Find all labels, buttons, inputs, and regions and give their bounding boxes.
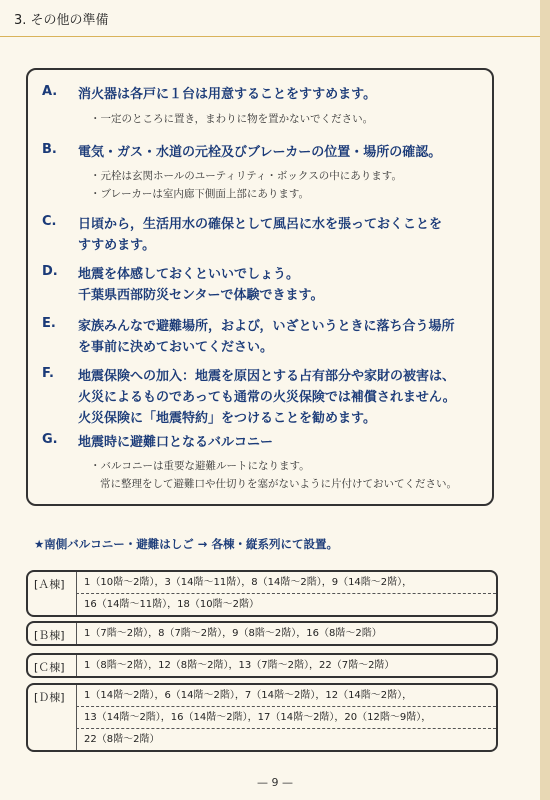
list-item-g	[42, 432, 484, 493]
list-item-c	[42, 214, 484, 256]
table-row: 13（14階〜2階），16（14階〜2階），17（14階〜2階），20（12階〜9階），	[76, 706, 496, 728]
page-number: — 9 —	[257, 776, 293, 789]
building-b-box	[26, 621, 498, 646]
list-item-f	[42, 366, 484, 429]
item-heading: すすめます。	[78, 238, 156, 253]
list-item-b	[42, 142, 484, 203]
table-row: 16（14階〜11階），18（10階〜2階）	[76, 593, 496, 615]
item-note: ・ブレーカーは室内廊下側面上部にあります。	[90, 188, 310, 200]
building-a-box	[26, 570, 498, 617]
building-label	[28, 685, 77, 750]
building-label-text: [Ａ棟]	[34, 578, 65, 591]
edge-bar	[540, 0, 550, 800]
item-heading: 地震時に避難口となるバルコニー	[78, 435, 274, 450]
item-letter: D.	[42, 264, 58, 279]
table-row: 1（14階〜2階），6（14階〜2階），7（14階〜2階），12（14階〜2階），	[84, 690, 413, 701]
item-note: ・バルコニーは重要な避難ルートになります。	[90, 460, 310, 472]
list-item-e	[42, 316, 484, 358]
item-heading: 地震保険への加入：地震を原因とする占有部分や家財の被害は、	[78, 369, 456, 384]
item-heading: 日頃から，生活用水の確保として風呂に水を張っておくことを	[78, 217, 443, 232]
item-letter: C.	[42, 214, 57, 229]
item-note: 常に整理をして避難口や仕切りを塞がないように片付けておいてください。	[100, 478, 457, 490]
item-heading: 地震を体感しておくといいでしょう。	[78, 267, 300, 282]
item-heading: 火災によるものであっても通常の火災保険では補償されません。	[78, 390, 456, 405]
item-heading: を事前に決めておいてください。	[78, 340, 274, 355]
item-heading: 消火器は各戸に１台は用意することをすすめます。	[78, 87, 377, 102]
table-row: 1（10階〜2階），3（14階〜11階），8（14階〜2階），9（14階〜2階），	[84, 577, 413, 588]
building-label	[28, 655, 77, 676]
item-letter: B.	[42, 142, 57, 157]
building-label-text: [Ｄ棟]	[34, 691, 65, 704]
item-note: ・一定のところに置き，まわりに物を置かないでください。	[90, 113, 374, 125]
preparation-list-box	[26, 68, 494, 506]
list-item-a	[42, 84, 484, 128]
item-letter: A.	[42, 84, 58, 99]
building-label	[28, 572, 77, 615]
building-d-box	[26, 683, 498, 752]
page-header	[0, 0, 550, 37]
section-caption: ★南側バルコニー・避難はしご → 各棟・縦系列にて設置。	[34, 537, 338, 551]
building-c-box	[26, 653, 498, 678]
item-heading: 家族みんなで避難場所，および，いざというときに落ち合う場所	[78, 319, 455, 334]
table-row: 1（8階〜2階），12（8階〜2階），13（7階〜2階），22（7階〜2階）	[84, 660, 395, 671]
building-label-text: [Ｂ棟]	[34, 629, 65, 642]
building-label	[28, 623, 77, 644]
item-note: ・元栓は玄関ホールのユーティリティ・ボックスの中にあります。	[90, 170, 402, 182]
item-letter: G.	[42, 432, 58, 447]
table-row: 22（8階〜2階）	[76, 728, 496, 750]
item-letter: F.	[42, 366, 54, 381]
building-label-text: [Ｃ棟]	[34, 661, 65, 674]
page-title: 3. その他の準備	[14, 13, 109, 28]
table-row: 1（7階〜2階），8（7階〜2階），9（8階〜2階），16（8階〜2階）	[84, 628, 382, 639]
item-heading: 千葉県西部防災センターで体験できます。	[78, 288, 324, 303]
list-item-d	[42, 264, 484, 306]
item-heading: 電気・ガス・水道の元栓及びブレーカーの位置・場所の確認。	[78, 145, 442, 160]
item-heading: 火災保険に「地震特約」をつけることを勧めます。	[78, 411, 376, 426]
item-letter: E.	[42, 316, 56, 331]
